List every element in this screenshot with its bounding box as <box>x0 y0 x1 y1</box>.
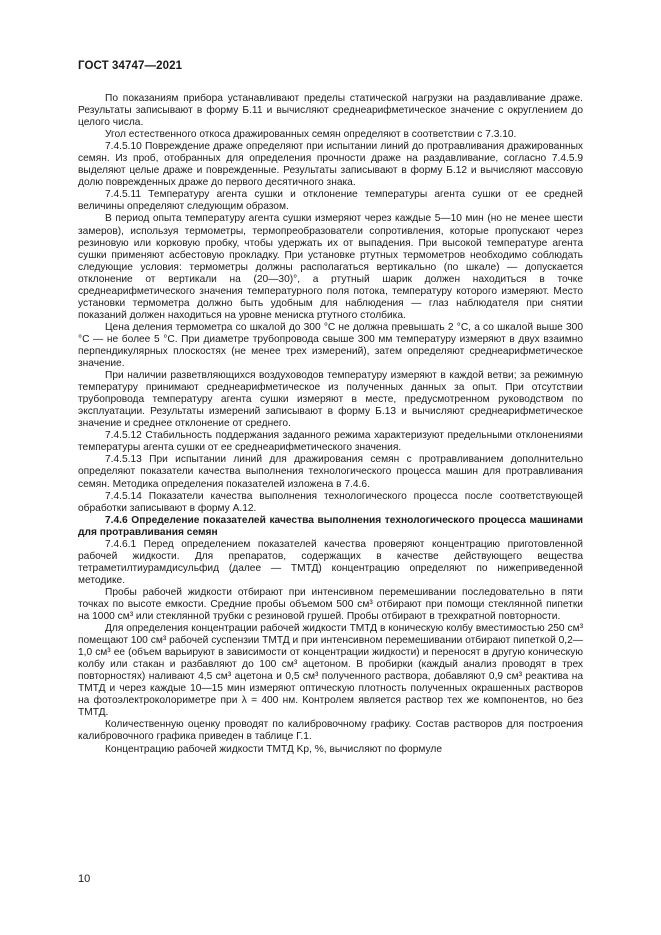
paragraph: Количественную оценку проводят по калибровочному графику. Состав растворов для построения калибровочного графика приведен в таблице Г.1. <box>78 719 583 743</box>
paragraph: 7.4.5.13 При испытании линий для дражирования семян с протравливанием дополнительно определяют показатели качества выполнения технологического процесса машин для протравливания семян. Методика определения показателей изложена в 7.4.6. <box>78 454 583 490</box>
paragraph: 7.4.5.14 Показатели качества выполнения технологического процесса после соответствующей обработки записывают в форму А.12. <box>78 490 583 514</box>
paragraph: В период опыта температуру агента сушки измеряют через каждые 5—10 мин (но не менее шести замеров), используя термометры, термопреобразователи сопротивления, которые пропускают через резиновую или корковую пробку, чтобы удержать их от выпадения. При высокой температуре агента сушки применяют асбестовую прокладку. При установке ртутных термометров необходимо соблюдать следующие условия: термометры должны располагаться вертикально (по шкале) — допускается отклонение от вертикали на (20—30)°, а ртутный шарик должен находиться в точке среднеарифметического значения температурного поля потока, температуру которого измеряют. Место установки термометра должно быть удобным для наблюдения — глаз наблюдателя при снятии показаний должен находиться на уровне мениска ртутного столбика. <box>78 213 583 321</box>
page-number: 10 <box>78 873 91 885</box>
paragraph: 7.4.6.1 Перед определением показателей качества проверяют концентрацию приготовленной рабочей жидкости. Для препаратов, содержащих в качестве действующего вещества тетраметилтиурамдисульфид (далее — ТМТД) концентрацию определяют по нижеприведенной методике. <box>78 538 583 586</box>
paragraph: Угол естественного откоса дражированных семян определяют в соответствии с 7.3.10. <box>105 129 517 141</box>
paragraph: Концентрацию рабочей жидкости ТМТД Kр, %, вычисляют по формуле <box>105 743 442 755</box>
paragraph: 7.4.5.12 Стабильность поддержания заданного режима характеризуют предельными отклонениями температуры агента сушки от ее среднеарифметического значения. <box>78 430 583 454</box>
document-header: ГОСТ 34747—2021 <box>78 60 183 72</box>
paragraph: 7.4.5.10 Повреждение драже определяют при испытании линий до протравливания дражированных семян. Из проб, отобранных для определения прочности драже на раздавливание, согласно 7.4.5.9 выделяют целые драже и поврежденные. Результаты записывают в форму Б.12 и вычисляют массовую долю поврежденных драже до первого десятичного знака. <box>78 141 583 189</box>
section-heading: 7.4.6 Определение показателей качества выполнения технологического процесса машинами для протравливания семян <box>78 514 583 538</box>
document-body <box>78 93 583 756</box>
paragraph: По показаниям прибора устанавливают пределы статической нагрузки на раздавливание драже. Результаты записывают в форму Б.11 и вычисляют среднеарифметическое значение с округлением до целого числа. <box>78 93 583 129</box>
paragraph: Пробы рабочей жидкости отбирают при интенсивном перемешивании последовательно в пяти точках по высоте емкости. Средние пробы объемом 500 см³ отбирают при помощи стеклянной пипетки на 1000 см³ или стеклянной трубки с резиновой грушей. Пробы отбирают в трехкратной повторности. <box>78 586 583 623</box>
paragraph: 7.4.5.11 Температуру агента сушки и отклонение температуры агента сушки от ее средней величины определяют следующим образом. <box>78 189 583 213</box>
paragraph: Цена деления термометра со шкалой до 300 °С не должна превышать 2 °С, а со шкалой выше 300 °С — не более 5 °С. При диаметре трубопровода свыше 300 мм температуру измеряют в двух взаимно перпендикулярных плоскостях (не менее трех измерений), затем определяют среднеарифметическое значение. <box>78 321 583 370</box>
paragraph: Для определения концентрации рабочей жидкости ТМТД в коническую колбу вместимостью 250 см³ помещают 100 см³ рабочей суспензии ТМТД и при интенсивном перемешивании отбирают пипеткой 0,2—1,0 см³ ее (объем варьируют в зависимости от концентрации жидкости) и переносят в другую коническую колбу или стакан и разбавляют до 100 см³ ацетоном. В пробирки (каждый анализ проводят в трех повторностях) наливают 4,5 см³ ацетона и 0,5 см³ полученного раствора, добавляют 0,9 см³ реактива на ТМТД и через каждые 10—15 мин измеряют оптическую плотность полученных окрашенных растворов на фотоэлектроколориметре при λ = 400 нм. Контролем является раствор тех же компонентов, но без ТМТД. <box>78 623 583 719</box>
paragraph: При наличии разветвляющихся воздуховодов температуру измеряют в каждой ветви; за режимную температуру принимают среднеарифметическое из полученных данных за опыт. При отсутствии трубопровода температуру агента сушки измеряют в месте, предусмотренном руководством по эксплуатации. Результаты измерений записывают в форму Б.13 и вычисляют среднеарифметическое значение и среднее отклонение от среднего. <box>78 370 583 430</box>
